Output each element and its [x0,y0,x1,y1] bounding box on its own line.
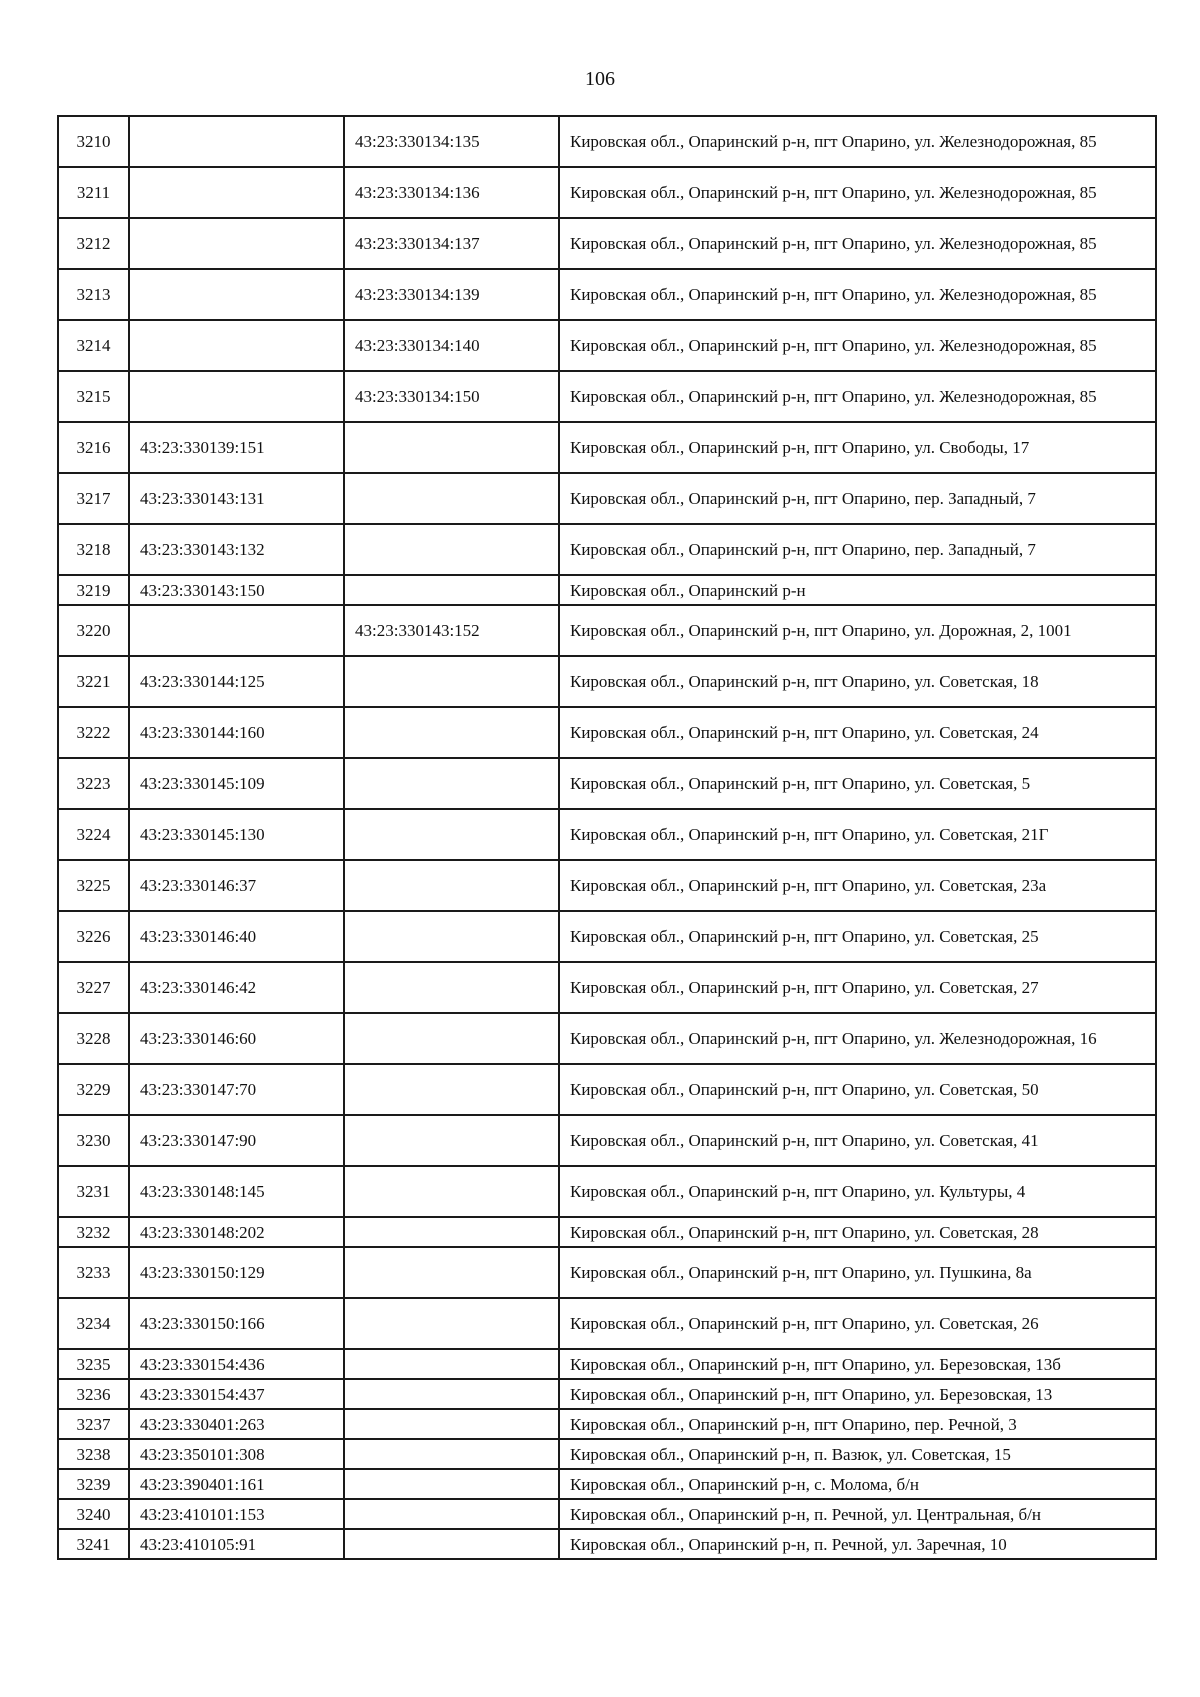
land-cadastral-number-cell: 43:23:330144:125 [129,656,344,707]
building-cadastral-number-cell [344,1166,559,1217]
row-number-cell: 3239 [58,1469,129,1499]
row-number-cell: 3228 [58,1013,129,1064]
address-cell: Кировская обл., Опаринский р-н, пгт Опарино, пер. Западный, 7 [559,473,1156,524]
address-cell: Кировская обл., Опаринский р-н, пгт Опарино, ул. Пушкина, 8а [559,1247,1156,1298]
land-cadastral-number-cell [129,218,344,269]
land-cadastral-number-cell: 43:23:330145:130 [129,809,344,860]
property-table [57,115,1157,1560]
row-number-cell: 3224 [58,809,129,860]
building-cadastral-number-cell: 43:23:330134:140 [344,320,559,371]
address-cell: Кировская обл., Опаринский р-н, пгт Опарино, ул. Культуры, 4 [559,1166,1156,1217]
address-cell: Кировская обл., Опаринский р-н, п. Вазюк, ул. Советская, 15 [559,1439,1156,1469]
building-cadastral-number-cell [344,809,559,860]
address-cell: Кировская обл., Опаринский р-н, с. Молома, б/н [559,1469,1156,1499]
building-cadastral-number-cell: 43:23:330134:150 [344,371,559,422]
row-number-cell: 3237 [58,1409,129,1439]
table-row [58,1439,1156,1469]
building-cadastral-number-cell: 43:23:330134:135 [344,116,559,167]
building-cadastral-number-cell [344,1529,559,1559]
row-number-cell: 3216 [58,422,129,473]
address-cell: Кировская обл., Опаринский р-н, пгт Опарино, ул. Железнодорожная, 16 [559,1013,1156,1064]
row-number-cell: 3240 [58,1499,129,1529]
building-cadastral-number-cell [344,860,559,911]
table-row [58,707,1156,758]
row-number-cell: 3232 [58,1217,129,1247]
row-number-cell: 3217 [58,473,129,524]
land-cadastral-number-cell [129,116,344,167]
land-cadastral-number-cell: 43:23:330150:166 [129,1298,344,1349]
row-number-cell: 3234 [58,1298,129,1349]
row-number-cell: 3219 [58,575,129,605]
row-number-cell: 3236 [58,1379,129,1409]
table-row [58,269,1156,320]
page-number: 106 [585,68,615,90]
address-cell: Кировская обл., Опаринский р-н, пгт Опарино, ул. Железнодорожная, 85 [559,218,1156,269]
table-row [58,575,1156,605]
building-cadastral-number-cell [344,911,559,962]
table-row [58,809,1156,860]
building-cadastral-number-cell [344,707,559,758]
address-cell: Кировская обл., Опаринский р-н, пгт Опарино, ул. Советская, 50 [559,1064,1156,1115]
address-cell: Кировская обл., Опаринский р-н, пгт Опарино, ул. Советская, 26 [559,1298,1156,1349]
building-cadastral-number-cell: 43:23:330134:137 [344,218,559,269]
address-cell: Кировская обл., Опаринский р-н, пгт Опарино, ул. Советская, 23а [559,860,1156,911]
address-cell: Кировская обл., Опаринский р-н, пгт Опарино, ул. Свободы, 17 [559,422,1156,473]
land-cadastral-number-cell [129,167,344,218]
address-cell: Кировская обл., Опаринский р-н, пгт Опарино, ул. Советская, 25 [559,911,1156,962]
row-number-cell: 3229 [58,1064,129,1115]
land-cadastral-number-cell: 43:23:330146:37 [129,860,344,911]
table-row [58,860,1156,911]
building-cadastral-number-cell [344,422,559,473]
table-row [58,656,1156,707]
building-cadastral-number-cell [344,1499,559,1529]
land-cadastral-number-cell: 43:23:330148:145 [129,1166,344,1217]
table-row [58,422,1156,473]
table-row [58,1529,1156,1559]
building-cadastral-number-cell [344,758,559,809]
building-cadastral-number-cell [344,1064,559,1115]
address-cell: Кировская обл., Опаринский р-н, пгт Опарино, пер. Речной, 3 [559,1409,1156,1439]
land-cadastral-number-cell [129,269,344,320]
row-number-cell: 3210 [58,116,129,167]
table-row [58,524,1156,575]
land-cadastral-number-cell: 43:23:330139:151 [129,422,344,473]
table-row [58,911,1156,962]
address-cell: Кировская обл., Опаринский р-н, пгт Опарино, ул. Дорожная, 2, 1001 [559,605,1156,656]
row-number-cell: 3214 [58,320,129,371]
land-cadastral-number-cell [129,605,344,656]
building-cadastral-number-cell: 43:23:330143:152 [344,605,559,656]
row-number-cell: 3211 [58,167,129,218]
building-cadastral-number-cell [344,1013,559,1064]
table-row [58,1349,1156,1379]
table-row [58,1064,1156,1115]
address-cell: Кировская обл., Опаринский р-н, пгт Опарино, ул. Советская, 27 [559,962,1156,1013]
row-number-cell: 3233 [58,1247,129,1298]
land-cadastral-number-cell: 43:23:350101:308 [129,1439,344,1469]
land-cadastral-number-cell: 43:23:330147:90 [129,1115,344,1166]
row-number-cell: 3212 [58,218,129,269]
building-cadastral-number-cell [344,473,559,524]
table-row [58,167,1156,218]
row-number-cell: 3222 [58,707,129,758]
address-cell: Кировская обл., Опаринский р-н, пгт Опарино, ул. Советская, 24 [559,707,1156,758]
address-cell: Кировская обл., Опаринский р-н [559,575,1156,605]
building-cadastral-number-cell [344,575,559,605]
building-cadastral-number-cell [344,524,559,575]
address-cell: Кировская обл., Опаринский р-н, пгт Опарино, ул. Железнодорожная, 85 [559,167,1156,218]
land-cadastral-number-cell: 43:23:390401:161 [129,1469,344,1499]
table-row [58,1166,1156,1217]
land-cadastral-number-cell: 43:23:330146:42 [129,962,344,1013]
building-cadastral-number-cell [344,1439,559,1469]
building-cadastral-number-cell [344,1469,559,1499]
land-cadastral-number-cell: 43:23:410101:153 [129,1499,344,1529]
table-row [58,1247,1156,1298]
land-cadastral-number-cell: 43:23:330143:131 [129,473,344,524]
table-row [58,1499,1156,1529]
address-cell: Кировская обл., Опаринский р-н, пгт Опарино, ул. Железнодорожная, 85 [559,116,1156,167]
row-number-cell: 3235 [58,1349,129,1379]
row-number-cell: 3227 [58,962,129,1013]
row-number-cell: 3238 [58,1439,129,1469]
address-cell: Кировская обл., Опаринский р-н, пгт Опарино, ул. Железнодорожная, 85 [559,320,1156,371]
table-row [58,758,1156,809]
row-number-cell: 3215 [58,371,129,422]
address-cell: Кировская обл., Опаринский р-н, пгт Опарино, ул. Советская, 18 [559,656,1156,707]
table-row [58,1217,1156,1247]
table-row [58,116,1156,167]
building-cadastral-number-cell [344,962,559,1013]
table-row [58,1115,1156,1166]
land-cadastral-number-cell: 43:23:330401:263 [129,1409,344,1439]
building-cadastral-number-cell: 43:23:330134:139 [344,269,559,320]
table-row [58,1409,1156,1439]
row-number-cell: 3241 [58,1529,129,1559]
row-number-cell: 3221 [58,656,129,707]
row-number-cell: 3213 [58,269,129,320]
land-cadastral-number-cell: 43:23:330147:70 [129,1064,344,1115]
land-cadastral-number-cell: 43:23:330154:437 [129,1379,344,1409]
building-cadastral-number-cell: 43:23:330134:136 [344,167,559,218]
building-cadastral-number-cell [344,1217,559,1247]
row-number-cell: 3231 [58,1166,129,1217]
building-cadastral-number-cell [344,1349,559,1379]
land-cadastral-number-cell: 43:23:330144:160 [129,707,344,758]
table-row [58,1013,1156,1064]
building-cadastral-number-cell [344,1379,559,1409]
land-cadastral-number-cell: 43:23:330150:129 [129,1247,344,1298]
table-row [58,962,1156,1013]
table-row [58,1469,1156,1499]
address-cell: Кировская обл., Опаринский р-н, пгт Опарино, ул. Железнодорожная, 85 [559,269,1156,320]
land-cadastral-number-cell: 43:23:330146:60 [129,1013,344,1064]
property-table-body [58,116,1156,1559]
land-cadastral-number-cell: 43:23:330143:132 [129,524,344,575]
row-number-cell: 3225 [58,860,129,911]
row-number-cell: 3226 [58,911,129,962]
table-row [58,371,1156,422]
land-cadastral-number-cell: 43:23:330154:436 [129,1349,344,1379]
row-number-cell: 3223 [58,758,129,809]
building-cadastral-number-cell [344,1115,559,1166]
address-cell: Кировская обл., Опаринский р-н, пгт Опарино, ул. Березовская, 13 [559,1379,1156,1409]
address-cell: Кировская обл., Опаринский р-н, пгт Опарино, пер. Западный, 7 [559,524,1156,575]
building-cadastral-number-cell [344,1298,559,1349]
building-cadastral-number-cell [344,1247,559,1298]
address-cell: Кировская обл., Опаринский р-н, пгт Опарино, ул. Железнодорожная, 85 [559,371,1156,422]
address-cell: Кировская обл., Опаринский р-н, пгт Опарино, ул. Советская, 21Г [559,809,1156,860]
land-cadastral-number-cell: 43:23:330146:40 [129,911,344,962]
row-number-cell: 3230 [58,1115,129,1166]
address-cell: Кировская обл., Опаринский р-н, п. Речной, ул. Центральная, б/н [559,1499,1156,1529]
land-cadastral-number-cell [129,371,344,422]
address-cell: Кировская обл., Опаринский р-н, пгт Опарино, ул. Советская, 28 [559,1217,1156,1247]
table-row [58,1298,1156,1349]
table-row [58,320,1156,371]
table-row [58,605,1156,656]
land-cadastral-number-cell: 43:23:330145:109 [129,758,344,809]
table-row [58,473,1156,524]
address-cell: Кировская обл., Опаринский р-н, пгт Опарино, ул. Советская, 5 [559,758,1156,809]
address-cell: Кировская обл., Опаринский р-н, пгт Опарино, ул. Березовская, 13б [559,1349,1156,1379]
address-cell: Кировская обл., Опаринский р-н, пгт Опарино, ул. Советская, 41 [559,1115,1156,1166]
row-number-cell: 3220 [58,605,129,656]
row-number-cell: 3218 [58,524,129,575]
address-cell: Кировская обл., Опаринский р-н, п. Речной, ул. Заречная, 10 [559,1529,1156,1559]
land-cadastral-number-cell [129,320,344,371]
table-row [58,1379,1156,1409]
land-cadastral-number-cell: 43:23:330148:202 [129,1217,344,1247]
land-cadastral-number-cell: 43:23:410105:91 [129,1529,344,1559]
land-cadastral-number-cell: 43:23:330143:150 [129,575,344,605]
table-row [58,218,1156,269]
building-cadastral-number-cell [344,656,559,707]
building-cadastral-number-cell [344,1409,559,1439]
